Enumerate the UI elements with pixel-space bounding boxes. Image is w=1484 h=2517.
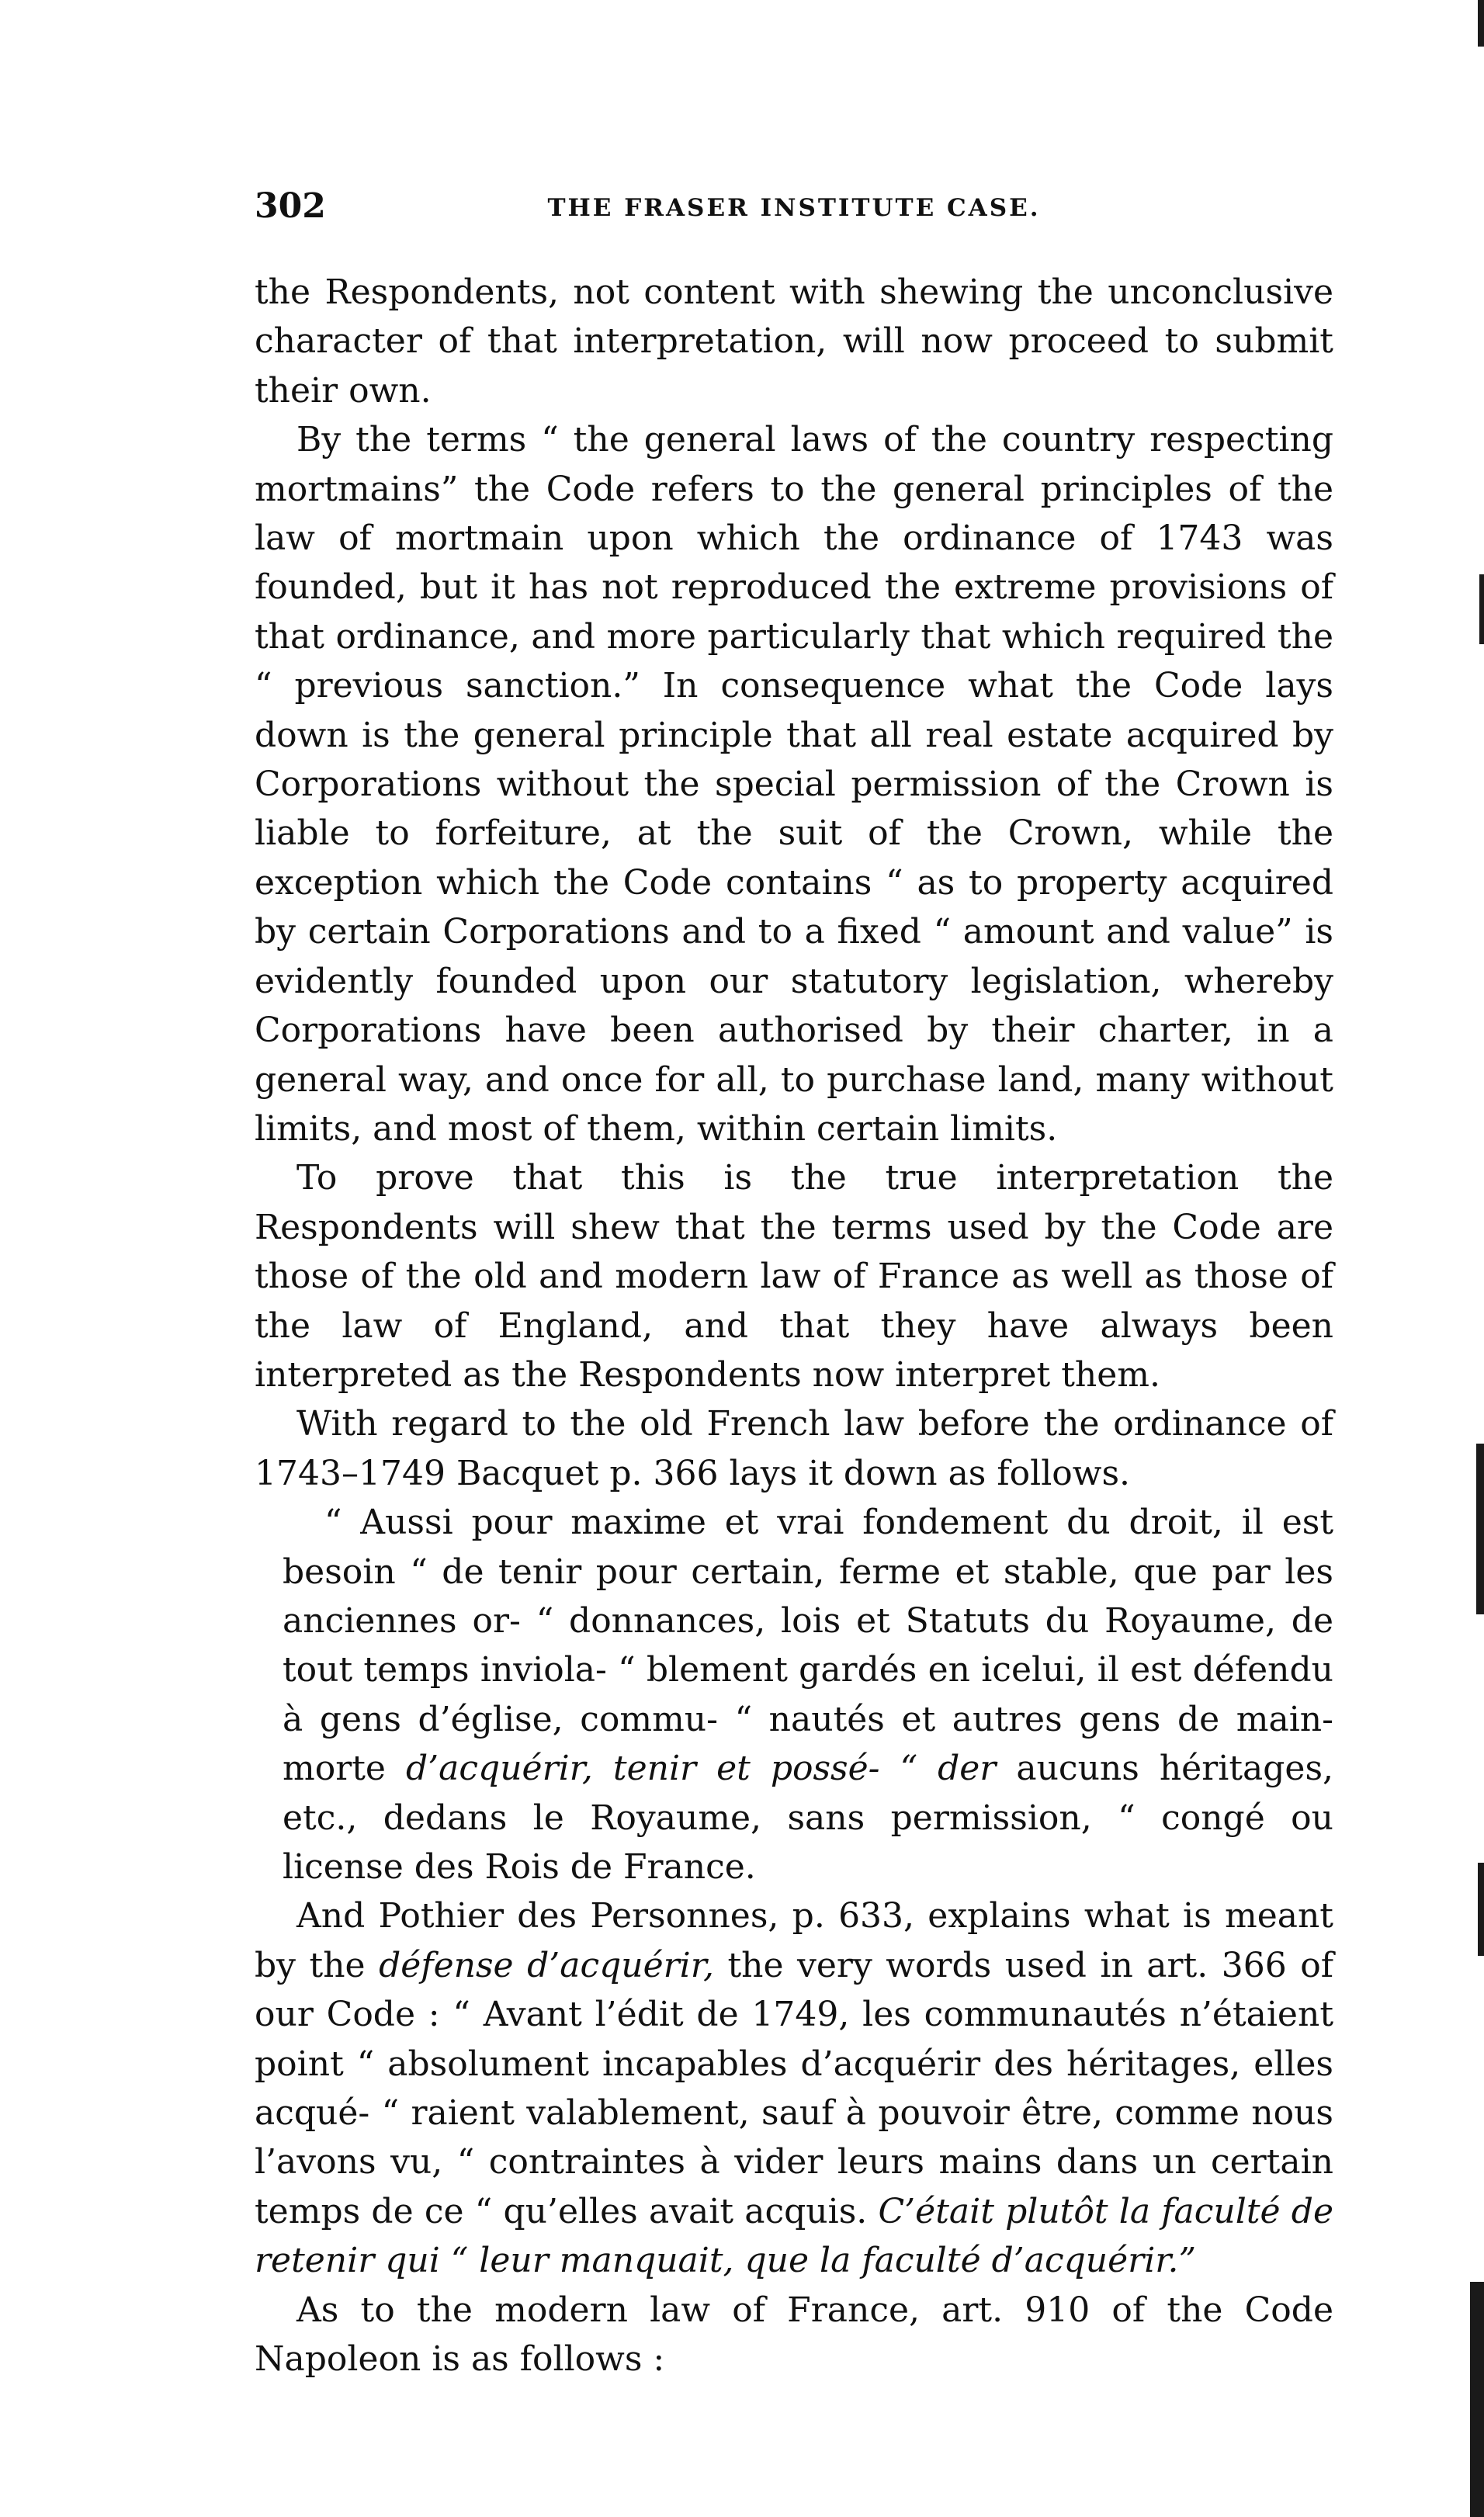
paragraph-pothier (255, 1891, 1333, 2285)
body-text (255, 268, 1333, 2384)
quote-bacquet-text-1: “ Aussi pour maxime et vrai fondement du droit, il est besoin “ de tenir pour certain, ferme et stable, que par les anciennes or- “ donnances, lois et Statuts du Royaume, de tout temps inviola- “ blement gardés en icelui, il est défendu à gens d’église, commu- “ nautés et autres gens de main-morte (283, 1503, 1333, 1789)
paragraph-interpretation-proof: To prove that this is the true interpretation the Respondents will shew that the terms used by the Code are those of the old and modern law of France as well as those of the law of England, and that they have always been interpreted as the Respondents now interpret them. (255, 1158, 1333, 1395)
pothier-quote-italic: C’était plutôt la faculté de retenir qui “ leur manquait, que la faculté d’acquérir.” (255, 2191, 1333, 2281)
paragraph-continuation: the Respondents, not content with shewing the unconclusive character of that interpretation, will now proceed to submit their own. (255, 272, 1333, 411)
pothier-lead: And Pothier des Personnes, p. 633, explains what is meant by the (255, 1896, 1333, 1985)
page-number: 302 (255, 186, 326, 226)
quote-bacquet-text-2: aucuns héritages, etc., dedans le Royaume, sans permission, “ congé ou license des Rois de France. (283, 1749, 1334, 1887)
scan-edge-mark (1470, 2282, 1484, 2517)
paragraph-mortmain-terms: By the terms “ the general laws of the country respecting mortmains” the Code refers to the general principles of the law of mortmain upon which the ordinance of 1743 was founded, but it has not reproduced the extreme provisions of that ordinance, and more particularly that which required the “ previous sanction.” In consequence what the Code lays down is the general principle that all real estate acquired by Corporations without the special permission of the Crown is liable to forfeiture, at the suit of the Crown, while the exception which the Code contains “ as to property acquired by certain Corporations and to a fixed “ amount and value” is evidently founded upon our statutory legislation, whereby Corporations have been authorised by their charter, in a general way, and once for all, to purchase land, many without limits, and most of them, within certain limits. (255, 420, 1333, 1149)
page-header (255, 186, 1333, 241)
paragraph-code-napoleon: As to the modern law of France, art. 910 of the Code Napoleon is as follows : (255, 2290, 1333, 2380)
quote-bacquet-italic: d’acquérir, tenir et possé- “ der (406, 1749, 997, 1789)
running-head: THE FRASER INSTITUTE CASE. (547, 194, 1041, 222)
paragraph-old-french-law: With regard to the old French law before the ordinance of 1743–1749 Bacquet p. 366 lays it down as follows. (255, 1404, 1333, 1493)
pothier-italic-term: défense d’acquérir, (379, 1945, 714, 1985)
pothier-quote: the very words used in art. 366 of our Code : “ Avant l’édit de 1749, les communautés n’étaient point “ absolument incapables d’acquérir des héritages, elles acqué- “ raient valablement, sauf à pouvoir être, comme nous l’avons vu, “ contraintes à vider leurs mains dans un certain temps de ce “ qu’elles avait acquis. (255, 1945, 1333, 2231)
scan-edge-mark (1478, 1863, 1484, 1956)
quote-bacquet (255, 1498, 1333, 1891)
scan-edge-mark (1479, 574, 1484, 644)
scan-edge-mark (1476, 1444, 1484, 1614)
scan-edge-mark (1478, 0, 1484, 47)
